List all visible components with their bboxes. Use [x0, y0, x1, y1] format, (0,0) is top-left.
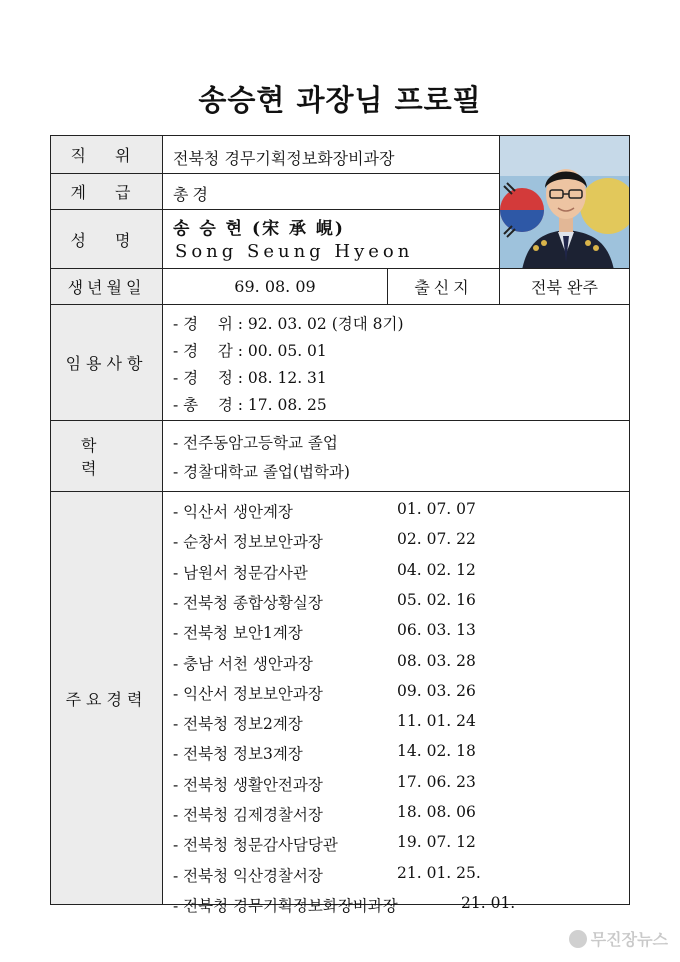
profile-table [50, 135, 630, 915]
career-date: 04. 02. 12 [397, 560, 476, 579]
career-date: 06. 03. 13 [397, 621, 476, 640]
career-role: - 전북청 종합상황실장 [173, 593, 323, 612]
profile-photo [499, 135, 630, 269]
career-role: - 남원서 청문감사관 [173, 563, 308, 582]
career-role: - 익산서 정보보안과장 [173, 684, 323, 703]
career-date: 14. 02. 18 [397, 742, 476, 761]
appointment-cell [162, 304, 630, 421]
appointment-item: - 경 정 : 08. 12. 31 [173, 369, 327, 387]
education-item: - 경찰대학교 졸업(법학과) [173, 463, 350, 481]
career-label: 주요경력 [50, 491, 163, 905]
career-role: - 전북청 정보2계장 [173, 715, 303, 734]
name-roman: Song Seung Hyeon [175, 241, 414, 262]
position-label: 직 위 [50, 135, 163, 174]
name-korean: 송 승 현 (宋 承 峴) [173, 219, 345, 239]
career-date: 08. 03. 28 [397, 651, 476, 670]
career-role: - 전북청 생활안전과장 [173, 775, 323, 794]
appointment-item: - 경 감 : 00. 05. 01 [173, 342, 327, 360]
birth-label: 생년월일 [50, 268, 163, 305]
career-date: 09. 03. 26 [397, 681, 476, 700]
appointment-label: 임용사항 [50, 304, 163, 421]
position-value: 전북청 경무기획정보화장비과장 [162, 135, 500, 174]
watermark-text: 무진장뉴스 [590, 930, 668, 949]
education-label: 학 력 [50, 420, 163, 492]
education-cell [162, 420, 630, 492]
career-role: - 전북청 정보3계장 [173, 745, 303, 764]
career-role: - 전북청 경무기획정보화장비과장 [173, 896, 398, 915]
career-role: - 충남 서천 생안과장 [173, 654, 313, 673]
birth-value: 69. 08. 09 [162, 268, 388, 305]
career-role: - 익산서 생안계장 [173, 503, 293, 521]
career-date: 18. 08. 06 [397, 803, 476, 821]
rank-label: 계 급 [50, 173, 163, 210]
career-date: 01. 07. 07 [397, 500, 476, 518]
education-item: - 전주동암고등학교 졸업 [173, 434, 338, 452]
career-date: 19. 07. 12 [397, 833, 476, 852]
page-title: 송승현 과장님 프로필 [198, 83, 482, 117]
career-date: 21. 01. 25. [397, 863, 481, 882]
career-role: - 전북청 김제경찰서장 [173, 806, 323, 824]
career-role: - 전북청 익산경찰서장 [173, 866, 323, 885]
watermark-logo-icon [569, 930, 587, 948]
career-date: 02. 07. 22 [397, 530, 476, 549]
career-role: - 순창서 정보보안과장 [173, 533, 323, 552]
career-date: 21. 01. [461, 893, 516, 912]
appointment-item: - 총 경 : 17. 08. 25 [173, 396, 327, 414]
rank-value: 총경 [162, 173, 500, 210]
career-date: 11. 01. 24 [397, 712, 476, 731]
name-cell [162, 209, 500, 269]
profile-photo-image [500, 136, 630, 269]
watermark [569, 927, 668, 950]
name-label: 성 명 [50, 209, 163, 269]
career-role: - 전북청 보안1계장 [173, 624, 303, 643]
origin-value: 전북 완주 [499, 268, 630, 305]
career-cell [162, 491, 630, 915]
career-date: 05. 02. 16 [397, 590, 476, 609]
appointment-item: - 경 위 : 92. 03. 02 (경대 8기) [173, 315, 404, 333]
career-date: 17. 06. 23 [397, 772, 476, 791]
origin-label: 출신지 [387, 268, 500, 305]
career-role: - 전북청 청문감사담당관 [173, 836, 338, 855]
